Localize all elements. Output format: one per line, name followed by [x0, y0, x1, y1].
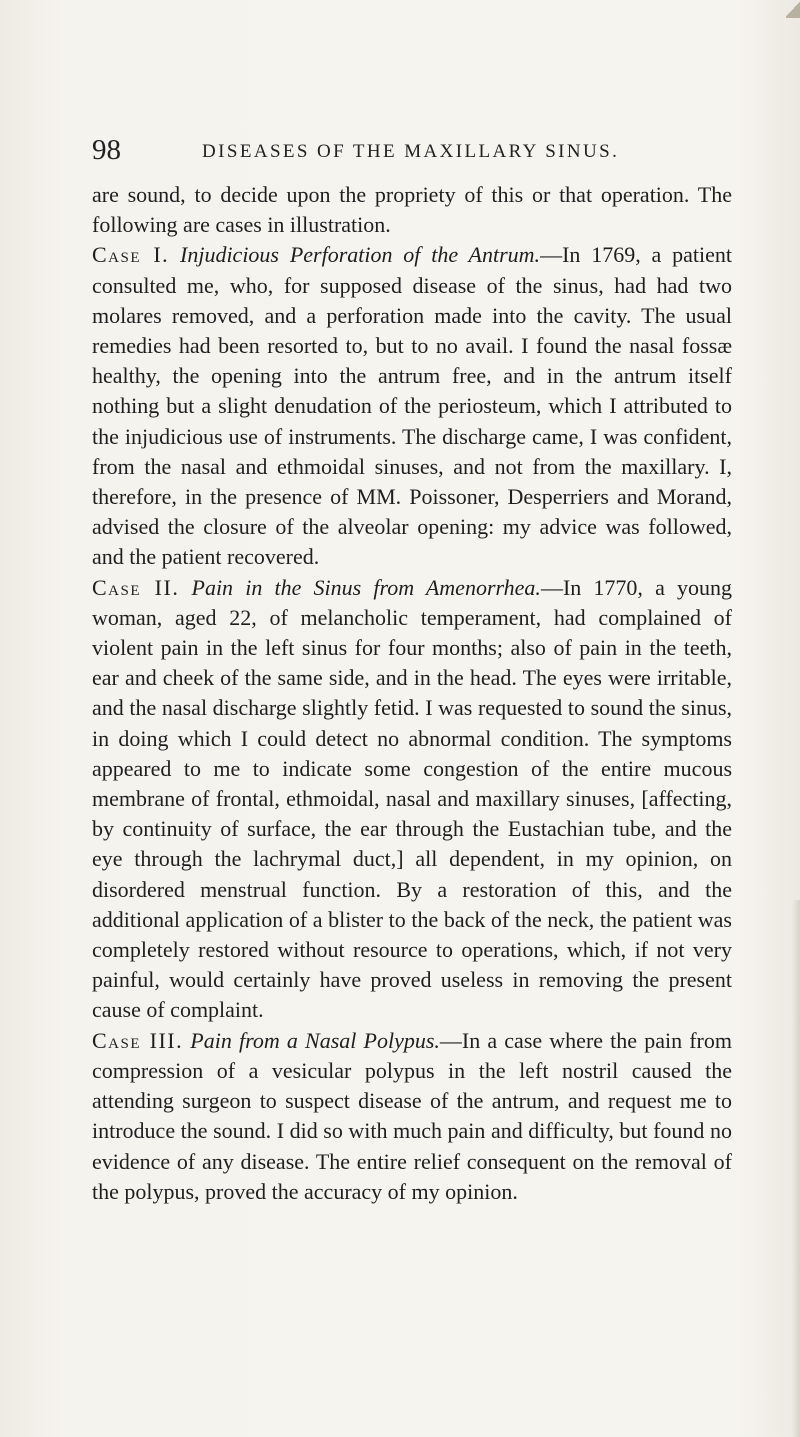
case-2-text: —In 1770, a young woman, aged 22, of melancholic temperament, had complained of violent pain in the left sinus for four months; also of pain in the teeth, ear and cheek of the same side, and in the head. The eyes were irritable, and the nasal discharge slightly fetid. I was requested to sound the sinus, in doing which I could detect no abnormal condition. The symptoms appeared to me to indicate some congestion of the entire mucous membrane of frontal, ethmoidal, nasal and maxillary sinuses, [affecting, by continuity of surface, the ear through the Eustachian tube, and the eye through the lachrymal duct,] all dependent, in my opinion, on disordered menstrual function. By a restoration of this, and the additional application of a blister to the back of the neck, the patient was completely restored without resource to operations, which, if not very painful, would certainly have proved useless in removing the present cause of complaint. — [92, 574, 733, 1023]
page-number: 98 — [92, 134, 121, 166]
case-2-paragraph — [92, 573, 732, 1026]
case-3-text: —In a case where the pain from compression of a vesicular polypus in the left nostril caused the attending surgeon to suspect disease of the antrum, and request me to introduce the sound. I did so with much pain and difficulty, but found no evidence of any disease. The entire relief consequent on the removal of the polypus, proved the accuracy of my opinion. — [92, 1027, 732, 1204]
page-header — [92, 133, 732, 169]
intro-paragraph: are sound, to decide upon the propriety of this or that operation. The following are cases in illustration. — [92, 182, 732, 238]
case-1-text: —In 1769, a patient consulted me, who, for supposed disease of the sinus, had had two molares removed, and a perforation made into the cavity. The usual remedies had been resorted to, but to no avail. I found the nasal fossæ healthy, the opening into the antrum free, and in the antrum itself nothing but a slight denudation of the periosteum, which I attributed to the injudicious use of instruments. The discharge came, I was confident, from the nasal and ethmoidal sinuses, and not from the maxillary. I, therefore, in the presence of MM. Poissoner, Desperriers and Morand, advised the closure of the alveolar opening: my advice was followed, and the patient recovered. — [92, 242, 732, 570]
case-3-title: Pain from a Nasal Polypus. — [190, 1027, 440, 1053]
case-1-title: Injudicious Perforation of the Antrum. — [180, 242, 541, 268]
case-2-title: Pain in the Sinus from Amenorrhea. — [191, 574, 541, 600]
running-head: DISEASES OF THE MAXILLARY SINUS. — [202, 141, 620, 162]
case-3-paragraph — [92, 1026, 732, 1207]
case-2-label: Case II. — [92, 574, 180, 600]
page-corner-mark — [786, 0, 800, 18]
page-edge-shadow — [792, 900, 800, 1437]
case-1-label: Case I. — [92, 242, 170, 268]
case-1-paragraph — [92, 240, 732, 572]
case-3-label: Case III. — [92, 1027, 184, 1053]
body-text — [92, 180, 732, 1207]
